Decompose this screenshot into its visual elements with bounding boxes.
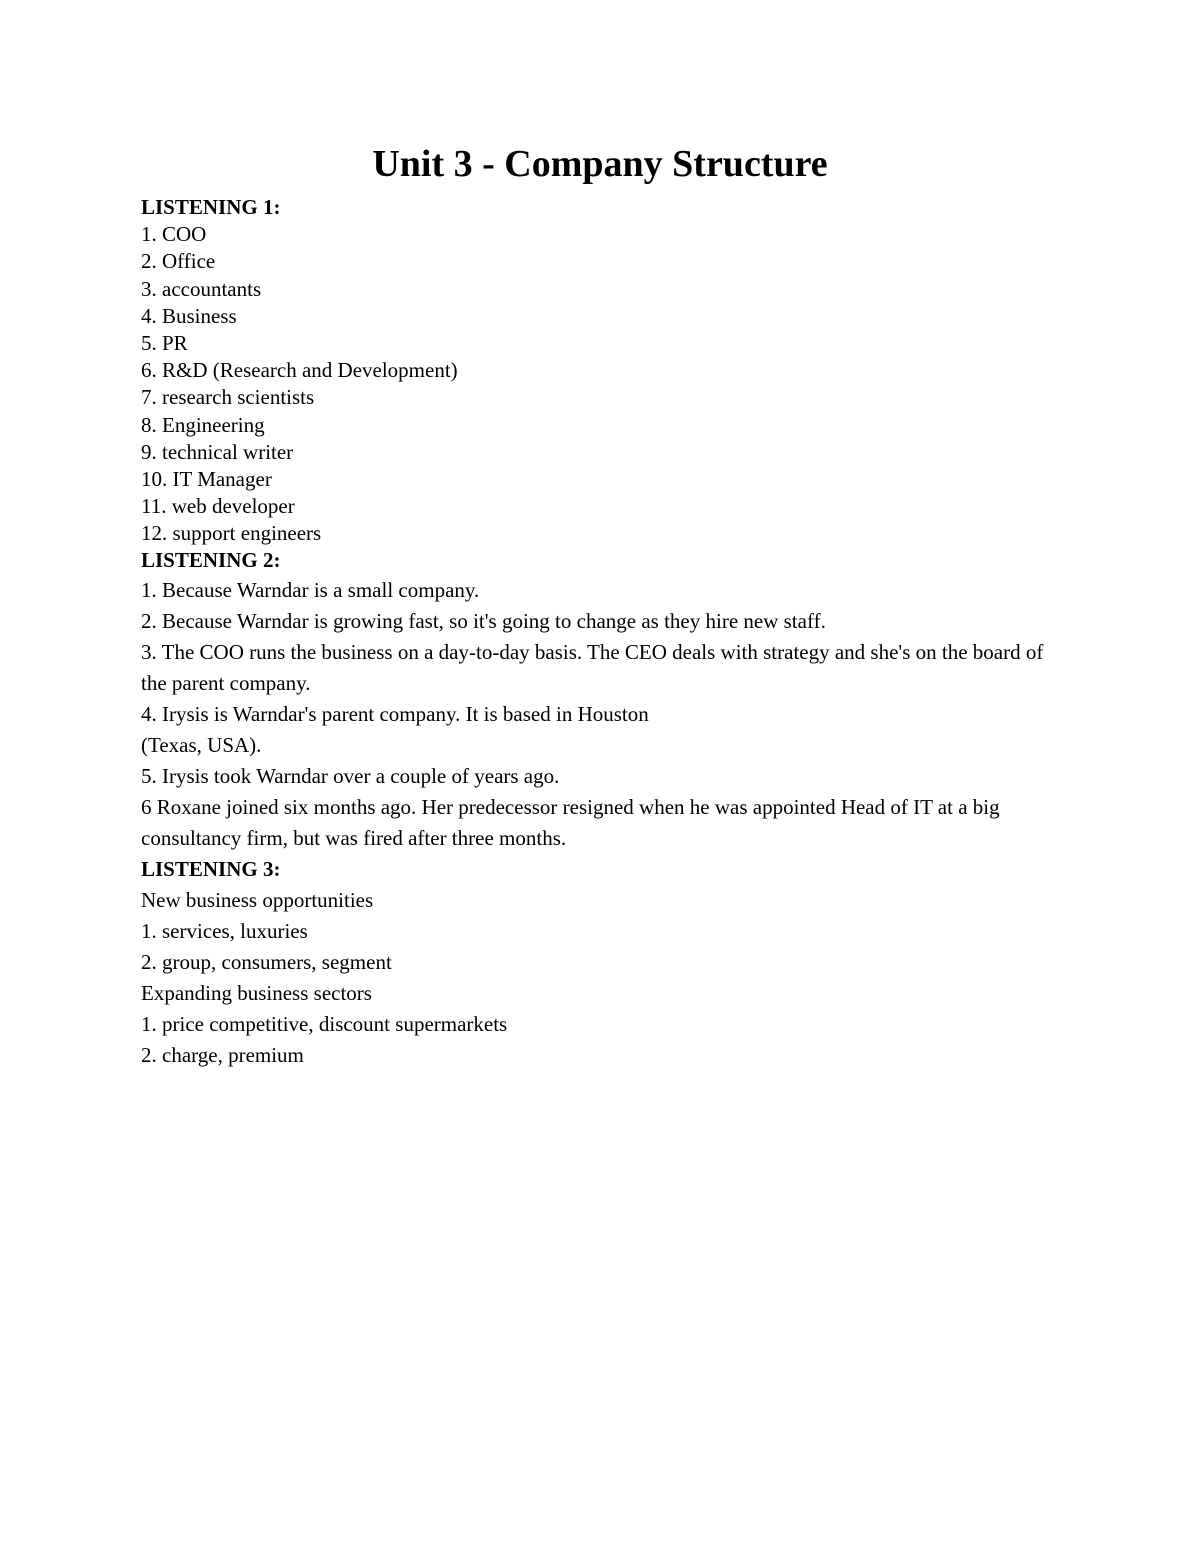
answer-item: 6 Roxane joined six months ago. Her predecessor resigned when he was appointed Head of IT at a big consultancy firm, but was fired after three months. bbox=[141, 794, 1000, 850]
list-item: 2. group, consumers, segment bbox=[141, 949, 392, 974]
list-item: 2. charge, premium bbox=[141, 1042, 304, 1067]
list-item: Expanding business sectors bbox=[141, 980, 372, 1005]
list-item: 6. R&D (Research and Development) bbox=[141, 358, 458, 383]
page-title: Unit 3 - Company Structure bbox=[372, 143, 828, 185]
list-item: 7. research scientists bbox=[141, 385, 315, 410]
list-item: 1. COO bbox=[141, 222, 207, 247]
list-item: 12. support engineers bbox=[141, 521, 322, 546]
answer-item: 3. The COO runs the business on a day-to-day basis. The CEO deals with strategy and she's on the board of the parent company. bbox=[141, 639, 1044, 695]
list-item: New business opportunities bbox=[141, 887, 374, 912]
list-item: 10. IT Manager bbox=[141, 466, 272, 491]
list-item: 8. Engineering bbox=[141, 412, 265, 437]
list-item: 5. PR bbox=[141, 330, 188, 355]
answer-item: 4. Irysis is Warndar's parent company. It is based in Houston bbox=[141, 701, 649, 726]
list-item: 1. services, luxuries bbox=[141, 918, 308, 943]
list-item: 3. accountants bbox=[141, 276, 262, 301]
listening-1-section bbox=[141, 194, 1071, 575]
list-item: 9. technical writer bbox=[141, 439, 294, 464]
listening-3-section bbox=[141, 854, 1071, 1071]
listening-1-heading: LISTENING 1: bbox=[141, 195, 281, 219]
document-body bbox=[141, 194, 1071, 1071]
answer-item: (Texas, USA). bbox=[141, 732, 262, 757]
listening-2-heading: LISTENING 2: bbox=[141, 548, 281, 573]
list-item: 11. web developer bbox=[141, 494, 295, 519]
answer-item: 2. Because Warndar is growing fast, so it's going to change as they hire new staff. bbox=[141, 608, 826, 633]
listening-3-heading: LISTENING 3: bbox=[141, 856, 281, 881]
list-item: 1. price competitive, discount supermarkets bbox=[141, 1011, 508, 1036]
answer-item: 1. Because Warndar is a small company. bbox=[141, 577, 480, 602]
list-item: 4. Business bbox=[141, 303, 237, 328]
list-item: 2. Office bbox=[141, 249, 216, 274]
listening-2-section bbox=[141, 575, 1071, 854]
answer-item: 5. Irysis took Warndar over a couple of years ago. bbox=[141, 763, 560, 788]
